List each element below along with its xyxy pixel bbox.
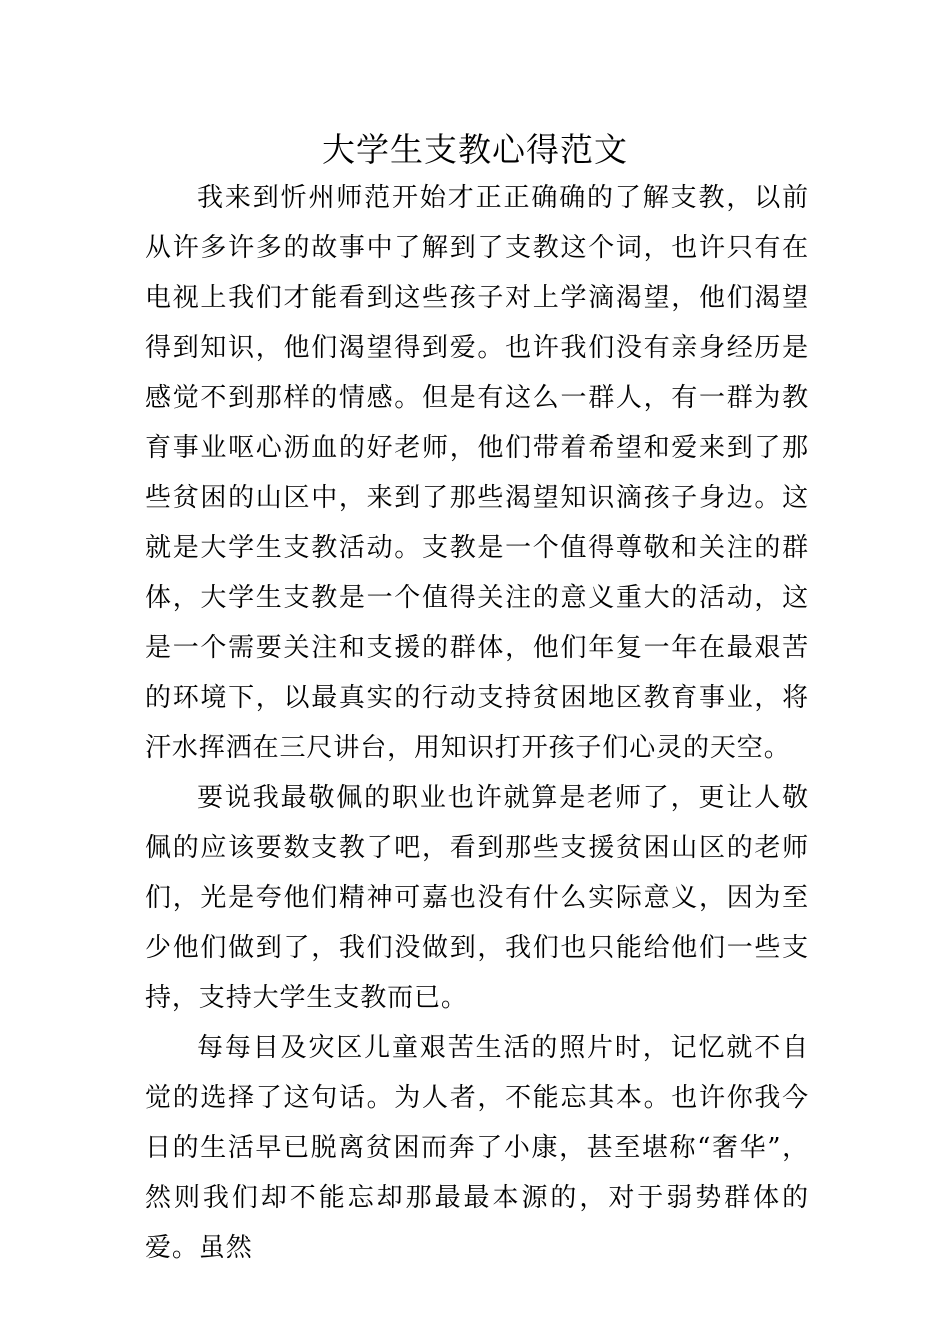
- paragraph: 每每目及灾区儿童艰苦生活的照片时，记忆就不自觉的选择了这句话。为人者，不能忘其本。也许你我今日的生活早已脱离贫困而奔了小康，甚至堪称“奢华”，然则我们却不能忘却那最最本源的，对于弱势群体的爱。虽然: [145, 1033, 809, 1263]
- paragraph: 我来到忻州师范开始才正正确确的了解支教，以前从许多许多的故事中了解到了支教这个词，也许只有在电视上我们才能看到这些孩子对上学滴渴望，他们渴望得到知识，他们渴望得到爱。也许我们没有亲身经历是感觉不到那样的情感。但是有这么一群人，有一群为教育事业呕心沥血的好老师，他们带着希望和爱来到了那些贫困的山区中，来到了那些渴望知识滴孩子身边。这就是大学生支教活动。支教是一个值得尊敬和关注的群体，大学生支教是一个值得关注的意义重大的活动，这是一个需要关注和支援的群体，他们年复一年在最艰苦的环境下，以最真实的行动支持贫困地区教育事业，将汗水挥洒在三尺讲台，用知识打开孩子们心灵的天空。: [145, 183, 809, 763]
- document-body: [145, 173, 809, 1273]
- document-title: 大学生支教心得范文: [322, 130, 628, 169]
- paragraph: 要说我最敬佩的职业也许就算是老师了，更让人敬佩的应该要数支教了吧，看到那些支援贫困山区的老师们，光是夸他们精神可嘉也没有什么实际意义，因为至少他们做到了，我们没做到，我们也只能给他们一些支持，支持大学生支教而已。: [145, 783, 809, 1013]
